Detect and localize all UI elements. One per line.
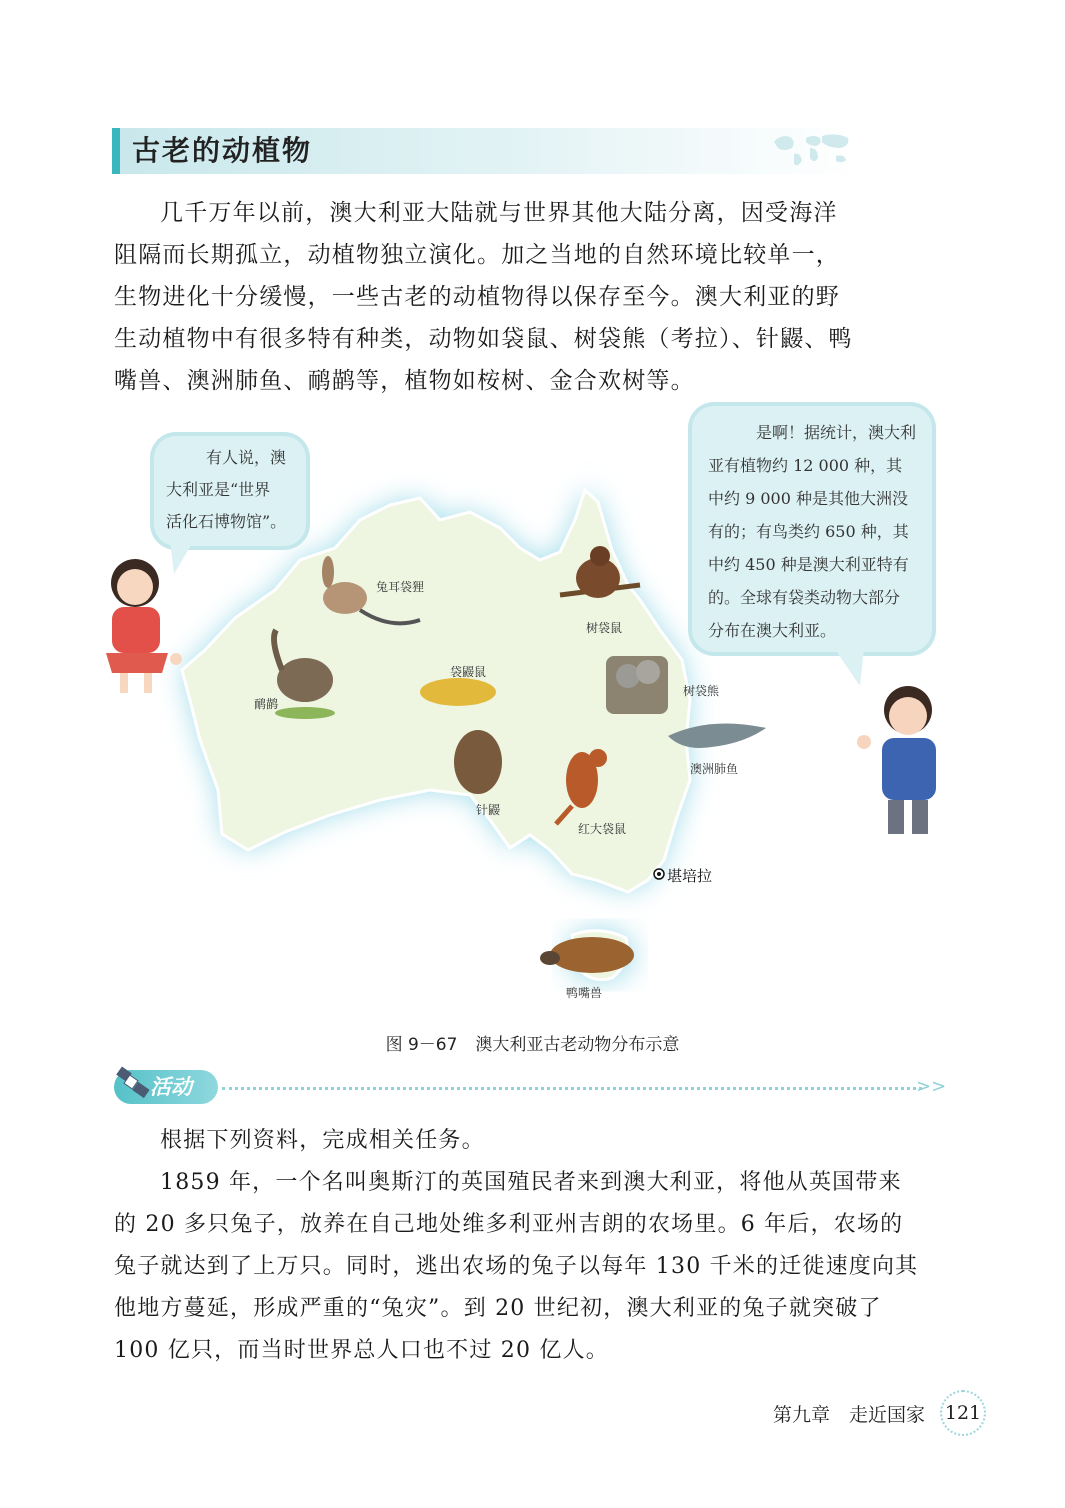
label-canberra: 堪培拉: [667, 867, 713, 885]
label-tree-kangaroo: 树袋鼠: [586, 621, 623, 635]
bubble-line: 中约 9 000 种是其他大洲没: [708, 489, 908, 508]
label-echidna: 针鼹: [476, 803, 501, 817]
world-map-icon: [770, 128, 854, 172]
intro-line: 阻隔而长期孤立，动植物独立演化。加之当地的自然环境比较单一，: [114, 242, 840, 268]
speech-bubble-left: [154, 436, 306, 546]
activity-divider: [222, 1087, 922, 1090]
marsupial-mole-illustration: [420, 678, 496, 706]
bubble-line: 是啊！据统计，澳大利: [756, 423, 917, 442]
activity-paragraph: [114, 1120, 919, 1372]
bubble-line: 中约 450 种是澳大利亚特有: [708, 555, 909, 574]
bubble-line: 有人说，澳: [206, 448, 287, 467]
bubble-line: 分布在澳大利亚。: [708, 621, 837, 640]
intro-line: 几千万年以前，澳大利亚大陆就与世界其他大陆分离，因受海洋: [160, 200, 838, 226]
label-koala: 树袋熊: [683, 684, 720, 698]
activity-line: 1859 年，一个名叫奥斯汀的英国殖民者来到澳大利亚，将他从英国带来: [160, 1170, 902, 1195]
section-title: 古老的动植物: [132, 134, 313, 167]
platypus-illustration: [540, 937, 634, 973]
intro-line: 生物进化十分缓慢，一些古老的动植物得以保存至今。澳大利亚的野: [114, 284, 840, 310]
activity-label: 活动: [150, 1075, 192, 1099]
bubble-line: 大利亚是“世界: [166, 480, 271, 499]
bubble-line: 活化石博物馆”。: [166, 512, 287, 531]
label-marsupial-mole: 袋鼹鼠: [450, 665, 487, 679]
label-bilby: 兔耳袋狸: [376, 580, 425, 594]
label-red-kangaroo: 红大袋鼠: [578, 822, 627, 836]
bubble-line: 有的；有鸟类约 650 种，其: [708, 522, 909, 541]
figure-caption: [0, 1030, 1065, 1055]
label-platypus: 鸭嘴兽: [566, 986, 603, 1000]
intro-paragraph: [114, 192, 854, 402]
intro-line: 嘴兽、澳洲肺鱼、鸸鹋等，植物如桉树、金合欢树等。: [114, 368, 695, 394]
section-accent: [112, 128, 120, 174]
canberra-marker: [654, 869, 664, 879]
koala-illustration: [606, 656, 668, 714]
intro-line: 生动植物中有很多特有种类，动物如袋鼠、树袋熊（考拉）、针鼹、鸭: [114, 326, 853, 352]
label-emu: 鸸鹋: [254, 697, 279, 711]
girl-character: [90, 545, 190, 695]
activity-arrow: >>: [916, 1076, 947, 1097]
speech-bubble-right: [692, 406, 932, 652]
activity-line: 兔子就达到了上万只。同时，逃出农场的兔子以每年 130 千米的迁徙速度向其: [114, 1254, 919, 1279]
boy-character: [850, 680, 965, 835]
activity-line: 他地方蔓延，形成严重的“兔灾”。到 20 世纪初，澳大利亚的兔子就突破了: [114, 1296, 882, 1321]
figure-number: 图 9－67: [385, 1035, 458, 1055]
activity-line: 的 20 多只兔子，放养在自己地处维多利亚州吉朗的农场里。6 年后，农场的: [114, 1212, 904, 1237]
echidna-illustration: [454, 730, 502, 794]
figure-title: 澳大利亚古老动物分布示意: [475, 1035, 680, 1055]
page-number: 121: [940, 1390, 986, 1436]
chapter-footer: 第九章 走近国家: [773, 1404, 926, 1426]
activity-line: 100 亿只，而当时世界总人口也不过 20 亿人。: [114, 1338, 609, 1363]
bubble-line: 亚有植物约 12 000 种，其: [708, 456, 903, 475]
label-lungfish: 澳洲肺鱼: [690, 762, 739, 776]
activity-line: 根据下列资料，完成相关任务。: [160, 1128, 485, 1153]
bubble-line: 的。全球有袋类动物大部分: [708, 588, 901, 607]
